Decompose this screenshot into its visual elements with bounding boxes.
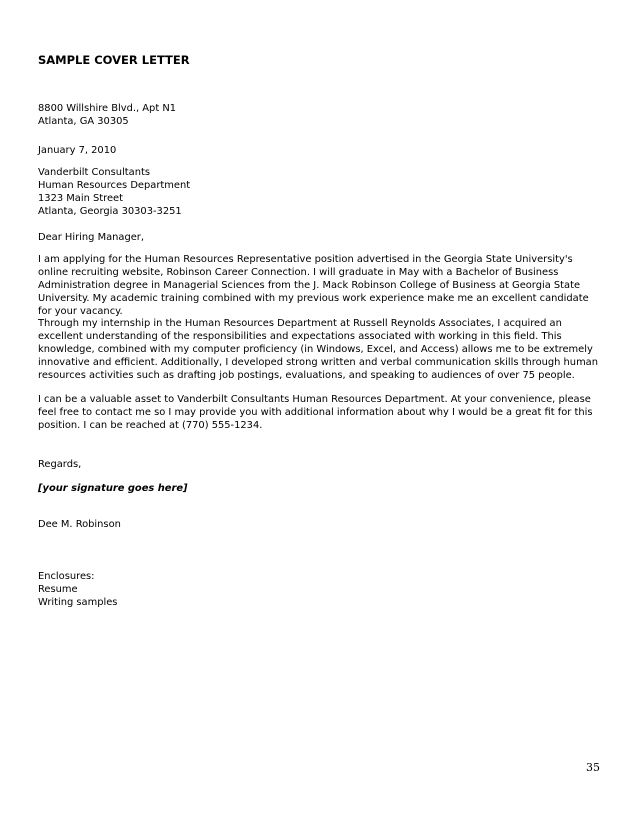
- paragraph-line: be reached at (770) 555-1234.: [110, 419, 263, 431]
- letter-date: [38, 145, 604, 158]
- closing: [38, 459, 604, 472]
- body-paragraph-2: [38, 318, 604, 383]
- paragraph-line: combined with my previous work experience make me an excellent candidate for your vacancy.: [38, 292, 589, 317]
- paragraph-line: drafting job postings, evaluations, and speaking to audiences of over 75 people.: [177, 369, 575, 381]
- paragraph-line: with my computer proficiency (in Windows, Excel, and Access) allows me to be extremely innovative and efficient.: [38, 343, 593, 368]
- page-title: SAMPLE COVER LETTER: [38, 53, 190, 67]
- paragraph-line: understanding of the responsibilities and expectations associated with working in this field. This knowledge, combined: [38, 330, 562, 355]
- enclosures: [38, 571, 604, 610]
- recipient-address-line: Vanderbilt Consultants: [38, 167, 151, 178]
- enclosures-line: Resume: [38, 583, 78, 595]
- salutation-text: Dear Hiring Manager,: [38, 232, 144, 243]
- paragraph-line: recruiting website, Robinson Career Connection. I will graduate in May with a Bachelor of Business Administration degree: [38, 266, 559, 291]
- signer-name: [38, 519, 604, 532]
- body-paragraph-3: [38, 394, 604, 433]
- body-paragraph-1: [38, 254, 604, 319]
- recipient-address-line: 1323 Main Street: [38, 192, 123, 204]
- paragraph-line: to contact me so I may provide you with additional information about why I would be a great fit for this position. I can: [38, 406, 593, 431]
- recipient-address-line: Atlanta, Georgia 30303-3251: [38, 205, 182, 217]
- paragraph-line: in Managerial Sciences from the J. Mack Robinson College of Business at Georgia State University. My academic training: [38, 279, 581, 304]
- paragraph-line: I am applying for the Human Resources Representative position advertised in the Georgia State University's online: [38, 254, 573, 278]
- sender-address-line: Atlanta, GA 30305: [38, 115, 129, 127]
- paragraph-line: Through my internship in the Human Resources Department at Russell Reynolds Associates, I acquired an excellent: [38, 318, 562, 342]
- signature-placeholder: [your signature goes here]: [38, 483, 188, 494]
- date-text: January 7, 2010: [38, 145, 117, 156]
- page-number: 35: [586, 761, 600, 774]
- paragraph-line: I can be a valuable asset to Vanderbilt Consultants Human Resources Department. At your convenience, please feel free: [38, 394, 591, 418]
- sender-address-line: 8800 Willshire Blvd., Apt N1: [38, 103, 177, 114]
- signer-name-text: Dee M. Robinson: [38, 519, 121, 530]
- recipient-address: [38, 167, 604, 219]
- closing-text: Regards,: [38, 459, 82, 470]
- enclosures-line: Enclosures:: [38, 571, 95, 582]
- paragraph-line: Additionally, I developed strong written and verbal communication skills through human resources activities such as: [38, 356, 598, 381]
- enclosures-line: Writing samples: [38, 596, 118, 608]
- salutation: [38, 232, 604, 245]
- recipient-address-line: Human Resources Department: [38, 179, 191, 191]
- sender-address: [38, 103, 604, 129]
